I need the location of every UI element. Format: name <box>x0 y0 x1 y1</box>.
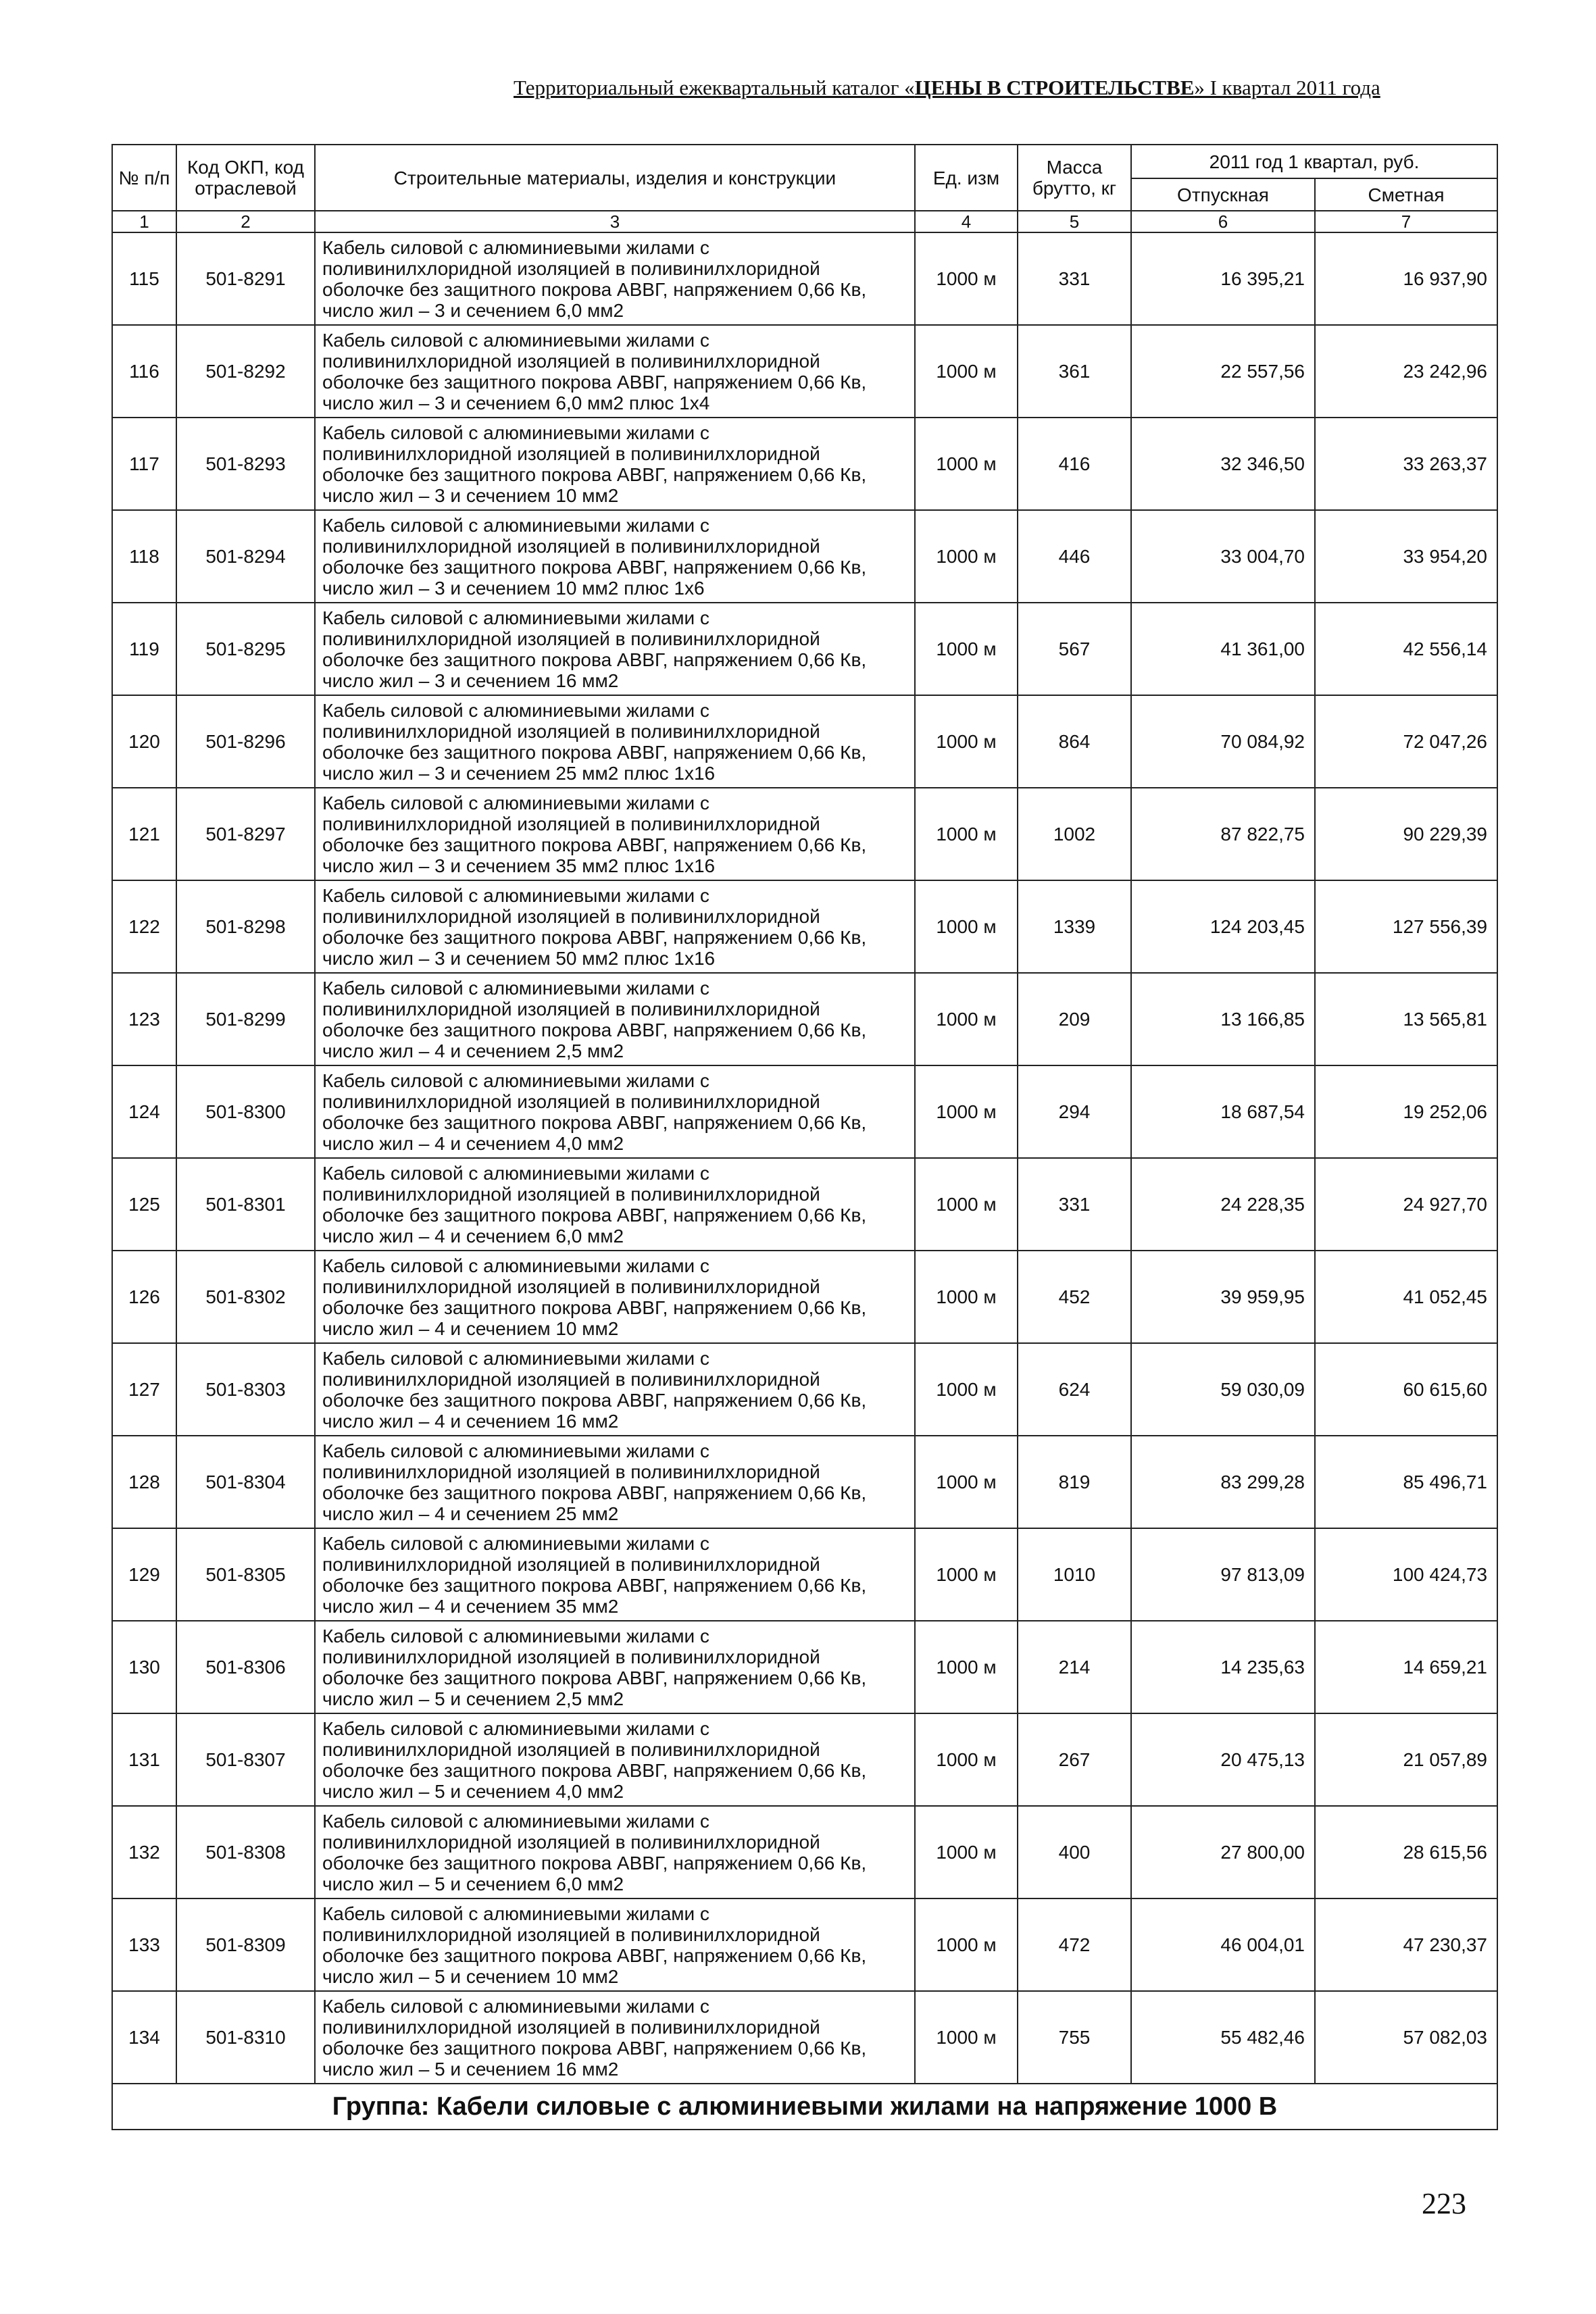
description-line: поливинилхлоридной изоляцией в поливинилхлоридной <box>322 1461 820 1482</box>
okp-code: 501-8298 <box>176 880 315 973</box>
okp-code: 501-8299 <box>176 973 315 1065</box>
estimate-price: 28 615,56 <box>1315 1806 1497 1898</box>
row-number: 128 <box>112 1436 176 1528</box>
okp-code: 501-8291 <box>176 232 315 325</box>
sale-price: 55 482,46 <box>1131 1991 1315 2084</box>
unit: 1000 м <box>915 1713 1018 1806</box>
row-number: 123 <box>112 973 176 1065</box>
sale-price: 18 687,54 <box>1131 1065 1315 1158</box>
description-line: число жил – 4 и сечением 16 мм2 <box>322 1410 619 1432</box>
description <box>315 1806 915 1898</box>
estimate-price: 24 927,70 <box>1315 1158 1497 1251</box>
group-row <box>112 2084 1497 2130</box>
estimate-price: 33 954,20 <box>1315 510 1497 603</box>
okp-code: 501-8300 <box>176 1065 315 1158</box>
mass: 567 <box>1018 603 1131 695</box>
description-line: поливинилхлоридной изоляцией в поливинилхлоридной <box>322 1831 820 1853</box>
row-number: 130 <box>112 1621 176 1713</box>
description-line: Кабель силовой с алюминиевыми жилами с <box>322 1903 709 1924</box>
description-line: оболочке без защитного покрова АВВГ, напряжением 0,66 Кв, <box>322 1111 867 1133</box>
header-row <box>112 145 1497 178</box>
description-line: число жил – 4 и сечением 10 мм2 <box>322 1317 619 1339</box>
unit: 1000 м <box>915 1806 1018 1898</box>
description-line: число жил – 4 и сечением 6,0 мм2 <box>322 1225 624 1247</box>
description-line: оболочке без защитного покрова АВВГ, напряжением 0,66 Кв, <box>322 556 867 578</box>
description-line: поливинилхлоридной изоляцией в поливинилхлоридной <box>322 535 820 557</box>
description-line: число жил – 4 и сечением 35 мм2 <box>322 1595 619 1617</box>
description-line: оболочке без защитного покрова АВВГ, напряжением 0,66 Кв, <box>322 649 867 670</box>
table-row <box>112 603 1497 695</box>
sale-price: 22 557,56 <box>1131 325 1315 418</box>
estimate-price: 23 242,96 <box>1315 325 1497 418</box>
okp-code: 501-8292 <box>176 325 315 418</box>
row-number: 120 <box>112 695 176 788</box>
description-line: число жил – 3 и сечением 6,0 мм2 <box>322 299 624 321</box>
table-row <box>112 232 1497 325</box>
table-row <box>112 788 1497 880</box>
description-line: число жил – 3 и сечением 10 мм2 плюс 1х6 <box>322 577 705 599</box>
unit: 1000 м <box>915 1436 1018 1528</box>
description <box>315 788 915 880</box>
table-row <box>112 880 1497 973</box>
unit: 1000 м <box>915 1343 1018 1436</box>
estimate-price: 16 937,90 <box>1315 232 1497 325</box>
description-line: поливинилхлоридной изоляцией в поливинилхлоридной <box>322 443 820 464</box>
sale-price: 83 299,28 <box>1131 1436 1315 1528</box>
okp-code: 501-8302 <box>176 1251 315 1343</box>
estimate-price: 85 496,71 <box>1315 1436 1497 1528</box>
unit: 1000 м <box>915 1991 1018 2084</box>
description-line: число жил – 3 и сечением 6,0 мм2 плюс 1х4 <box>322 392 710 413</box>
description <box>315 973 915 1065</box>
group-title: Группа: Кабели силовые с алюминиевыми жилами на напряжение 1000 В <box>112 2084 1497 2130</box>
col-number: 4 <box>915 211 1018 232</box>
description-line: поливинилхлоридной изоляцией в поливинилхлоридной <box>322 1276 820 1297</box>
description-line: поливинилхлоридной изоляцией в поливинилхлоридной <box>322 1738 820 1760</box>
description-line: поливинилхлоридной изоляцией в поливинилхлоридной <box>322 1646 820 1667</box>
sale-price: 16 395,21 <box>1131 232 1315 325</box>
mass: 1339 <box>1018 880 1131 973</box>
col-header-no: № п/п <box>112 145 176 211</box>
description-line: поливинилхлоридной изоляцией в поливинилхлоридной <box>322 813 820 834</box>
okp-code: 501-8296 <box>176 695 315 788</box>
unit: 1000 м <box>915 603 1018 695</box>
col-header-sale: Отпускная <box>1131 178 1315 211</box>
description-line: Кабель силовой с алюминиевыми жилами с <box>322 329 709 351</box>
mass: 294 <box>1018 1065 1131 1158</box>
description-line: Кабель силовой с алюминиевыми жилами с <box>322 422 709 443</box>
row-number: 119 <box>112 603 176 695</box>
row-number: 122 <box>112 880 176 973</box>
table-row <box>112 1343 1497 1436</box>
col-header-period: 2011 год 1 квартал, руб. <box>1131 145 1497 178</box>
unit: 1000 м <box>915 1621 1018 1713</box>
description-line: число жил – 3 и сечением 50 мм2 плюс 1х16 <box>322 947 716 969</box>
description-line: оболочке без защитного покрова АВВГ, напряжением 0,66 Кв, <box>322 1389 867 1411</box>
description-line: оболочке без защитного покрова АВВГ, напряжением 0,66 Кв, <box>322 1019 867 1040</box>
col-number: 3 <box>315 211 915 232</box>
unit: 1000 м <box>915 1528 1018 1621</box>
okp-code: 501-8293 <box>176 418 315 510</box>
table-row <box>112 325 1497 418</box>
mass: 446 <box>1018 510 1131 603</box>
description-line: поливинилхлоридной изоляцией в поливинилхлоридной <box>322 720 820 742</box>
description-line: поливинилхлоридной изоляцией в поливинилхлоридной <box>322 1368 820 1390</box>
sale-price: 24 228,35 <box>1131 1158 1315 1251</box>
description-line: число жил – 5 и сечением 4,0 мм2 <box>322 1780 624 1802</box>
unit: 1000 м <box>915 695 1018 788</box>
estimate-price: 72 047,26 <box>1315 695 1497 788</box>
price-table <box>111 144 1498 2130</box>
sale-price: 87 822,75 <box>1131 788 1315 880</box>
estimate-price: 127 556,39 <box>1315 880 1497 973</box>
okp-code: 501-8297 <box>176 788 315 880</box>
okp-code: 501-8303 <box>176 1343 315 1436</box>
row-number: 132 <box>112 1806 176 1898</box>
description-line: число жил – 3 и сечением 16 мм2 <box>322 670 619 691</box>
description <box>315 880 915 973</box>
estimate-price: 100 424,73 <box>1315 1528 1497 1621</box>
mass: 819 <box>1018 1436 1131 1528</box>
estimate-price: 41 052,45 <box>1315 1251 1497 1343</box>
table-row <box>112 973 1497 1065</box>
description-line: Кабель силовой с алюминиевыми жилами с <box>322 977 709 999</box>
description-line: поливинилхлоридной изоляцией в поливинилхлоридной <box>322 1090 820 1112</box>
page-number: 223 <box>1422 2187 1466 2220</box>
description-line: поливинилхлоридной изоляцией в поливинилхлоридной <box>322 257 820 279</box>
unit: 1000 м <box>915 510 1018 603</box>
row-number: 126 <box>112 1251 176 1343</box>
estimate-price: 57 082,03 <box>1315 1991 1497 2084</box>
description-line: Кабель силовой с алюминиевыми жилами с <box>322 514 709 536</box>
mass: 209 <box>1018 973 1131 1065</box>
table-row <box>112 1065 1497 1158</box>
column-number-row <box>112 211 1497 232</box>
row-number: 134 <box>112 1991 176 2084</box>
sale-price: 97 813,09 <box>1131 1528 1315 1621</box>
description-line: поливинилхлоридной изоляцией в поливинилхлоридной <box>322 628 820 649</box>
mass: 864 <box>1018 695 1131 788</box>
estimate-price: 33 263,37 <box>1315 418 1497 510</box>
col-number: 1 <box>112 211 176 232</box>
description-line: поливинилхлоридной изоляцией в поливинилхлоридной <box>322 1183 820 1205</box>
description <box>315 1158 915 1251</box>
description-line: Кабель силовой с алюминиевыми жилами с <box>322 1810 709 1832</box>
unit: 1000 м <box>915 973 1018 1065</box>
description-line: оболочке без защитного покрова АВВГ, напряжением 0,66 Кв, <box>322 926 867 948</box>
sale-price: 32 346,50 <box>1131 418 1315 510</box>
description-line: Кабель силовой с алюминиевыми жилами с <box>322 607 709 628</box>
col-number: 6 <box>1131 211 1315 232</box>
description-line: Кабель силовой с алюминиевыми жилами с <box>322 1532 709 1554</box>
description-line: оболочке без защитного покрова АВВГ, напряжением 0,66 Кв, <box>322 1944 867 1966</box>
mass: 755 <box>1018 1991 1131 2084</box>
description-line: число жил – 5 и сечением 2,5 мм2 <box>322 1688 624 1709</box>
mass: 472 <box>1018 1898 1131 1991</box>
row-number: 124 <box>112 1065 176 1158</box>
description-line: оболочке без защитного покрова АВВГ, напряжением 0,66 Кв, <box>322 2037 867 2059</box>
table-row <box>112 1436 1497 1528</box>
table-row <box>112 1898 1497 1991</box>
table-row <box>112 695 1497 788</box>
description-line: поливинилхлоридной изоляцией в поливинилхлоридной <box>322 998 820 1020</box>
description-line: Кабель силовой с алюминиевыми жилами с <box>322 699 709 721</box>
description-line: число жил – 4 и сечением 25 мм2 <box>322 1503 619 1524</box>
description <box>315 695 915 788</box>
description-line: поливинилхлоридной изоляцией в поливинилхлоридной <box>322 1923 820 1945</box>
table-row <box>112 1806 1497 1898</box>
description-line: оболочке без защитного покрова АВВГ, напряжением 0,66 Кв, <box>322 1852 867 1873</box>
unit: 1000 м <box>915 418 1018 510</box>
row-number: 118 <box>112 510 176 603</box>
description-line: число жил – 5 и сечением 6,0 мм2 <box>322 1873 624 1894</box>
col-header-mass: Масса брутто, кг <box>1018 145 1131 211</box>
description-line: Кабель силовой с алюминиевыми жилами с <box>322 884 709 906</box>
description-line: Кабель силовой с алюминиевыми жилами с <box>322 236 709 258</box>
table-row <box>112 1991 1497 2084</box>
estimate-price: 13 565,81 <box>1315 973 1497 1065</box>
table-row <box>112 1713 1497 1806</box>
description <box>315 325 915 418</box>
description-line: оболочке без защитного покрова АВВГ, напряжением 0,66 Кв, <box>322 1482 867 1503</box>
description-line: число жил – 5 и сечением 10 мм2 <box>322 1965 619 1987</box>
table-row <box>112 510 1497 603</box>
col-number: 5 <box>1018 211 1131 232</box>
description <box>315 1621 915 1713</box>
okp-code: 501-8305 <box>176 1528 315 1621</box>
description <box>315 1991 915 2084</box>
description-line: поливинилхлоридной изоляцией в поливинилхлоридной <box>322 2016 820 2038</box>
header-prefix: Территориальный ежеквартальный каталог « <box>514 76 915 99</box>
unit: 1000 м <box>915 232 1018 325</box>
description-line: Кабель силовой с алюминиевыми жилами с <box>322 1070 709 1091</box>
description <box>315 603 915 695</box>
sale-price: 39 959,95 <box>1131 1251 1315 1343</box>
page-header <box>514 76 1487 105</box>
sale-price: 33 004,70 <box>1131 510 1315 603</box>
estimate-price: 19 252,06 <box>1315 1065 1497 1158</box>
table-row <box>112 418 1497 510</box>
mass: 331 <box>1018 232 1131 325</box>
mass: 1002 <box>1018 788 1131 880</box>
table-row <box>112 1158 1497 1251</box>
sale-price: 124 203,45 <box>1131 880 1315 973</box>
sale-price: 41 361,00 <box>1131 603 1315 695</box>
sale-price: 14 235,63 <box>1131 1621 1315 1713</box>
header-suffix: » I квартал 2011 года <box>1194 76 1380 99</box>
description-line: Кабель силовой с алюминиевыми жилами с <box>322 1625 709 1646</box>
sale-price: 13 166,85 <box>1131 973 1315 1065</box>
estimate-price: 60 615,60 <box>1315 1343 1497 1436</box>
description-line: число жил – 5 и сечением 16 мм2 <box>322 2058 619 2080</box>
mass: 452 <box>1018 1251 1131 1343</box>
estimate-price: 21 057,89 <box>1315 1713 1497 1806</box>
sale-price: 70 084,92 <box>1131 695 1315 788</box>
unit: 1000 м <box>915 1898 1018 1991</box>
row-number: 117 <box>112 418 176 510</box>
description-line: оболочке без защитного покрова АВВГ, напряжением 0,66 Кв, <box>322 1667 867 1688</box>
mass: 214 <box>1018 1621 1131 1713</box>
description <box>315 510 915 603</box>
sale-price: 27 800,00 <box>1131 1806 1315 1898</box>
okp-code: 501-8307 <box>176 1713 315 1806</box>
description <box>315 1436 915 1528</box>
description-line: оболочке без защитного покрова АВВГ, напряжением 0,66 Кв, <box>322 1204 867 1226</box>
row-number: 127 <box>112 1343 176 1436</box>
description <box>315 418 915 510</box>
col-header-code: Код ОКП, код отраслевой <box>176 145 315 211</box>
unit: 1000 м <box>915 325 1018 418</box>
okp-code: 501-8301 <box>176 1158 315 1251</box>
description-line: число жил – 4 и сечением 4,0 мм2 <box>322 1132 624 1154</box>
sale-price: 46 004,01 <box>1131 1898 1315 1991</box>
description <box>315 1343 915 1436</box>
description-line: Кабель силовой с алюминиевыми жилами с <box>322 1717 709 1739</box>
description-line: Кабель силовой с алюминиевыми жилами с <box>322 792 709 813</box>
description-line: поливинилхлоридной изоляцией в поливинилхлоридной <box>322 350 820 372</box>
description-line: поливинилхлоридной изоляцией в поливинилхлоридной <box>322 1553 820 1575</box>
description-line: Кабель силовой с алюминиевыми жилами с <box>322 1255 709 1276</box>
description-line: оболочке без защитного покрова АВВГ, напряжением 0,66 Кв, <box>322 741 867 763</box>
unit: 1000 м <box>915 1065 1018 1158</box>
mass: 400 <box>1018 1806 1131 1898</box>
sale-price: 20 475,13 <box>1131 1713 1315 1806</box>
description-line: оболочке без защитного покрова АВВГ, напряжением 0,66 Кв, <box>322 371 867 393</box>
description-line: число жил – 3 и сечением 35 мм2 плюс 1х16 <box>322 855 716 876</box>
row-number: 115 <box>112 232 176 325</box>
description-line: оболочке без защитного покрова АВВГ, напряжением 0,66 Кв, <box>322 463 867 485</box>
description-line: оболочке без защитного покрова АВВГ, напряжением 0,66 Кв, <box>322 278 867 300</box>
mass: 624 <box>1018 1343 1131 1436</box>
row-number: 116 <box>112 325 176 418</box>
mass: 331 <box>1018 1158 1131 1251</box>
mass: 1010 <box>1018 1528 1131 1621</box>
description-line: Кабель силовой с алюминиевыми жилами с <box>322 1440 709 1461</box>
estimate-price: 90 229,39 <box>1315 788 1497 880</box>
unit: 1000 м <box>915 1251 1018 1343</box>
description-line: оболочке без защитного покрова АВВГ, напряжением 0,66 Кв, <box>322 1574 867 1596</box>
estimate-price: 47 230,37 <box>1315 1898 1497 1991</box>
sale-price: 59 030,09 <box>1131 1343 1315 1436</box>
row-number: 131 <box>112 1713 176 1806</box>
row-number: 125 <box>112 1158 176 1251</box>
description <box>315 1065 915 1158</box>
row-number: 129 <box>112 1528 176 1621</box>
unit: 1000 м <box>915 880 1018 973</box>
okp-code: 501-8304 <box>176 1436 315 1528</box>
description <box>315 1713 915 1806</box>
col-header-estimate: Сметная <box>1315 178 1497 211</box>
okp-code: 501-8294 <box>176 510 315 603</box>
description-line: Кабель силовой с алюминиевыми жилами с <box>322 1162 709 1184</box>
estimate-price: 42 556,14 <box>1315 603 1497 695</box>
catalog-name: ЦЕНЫ В СТРОИТЕЛЬСТВЕ <box>914 76 1195 99</box>
description <box>315 232 915 325</box>
description <box>315 1898 915 1991</box>
okp-code: 501-8308 <box>176 1806 315 1898</box>
description-line: число жил – 3 и сечением 10 мм2 <box>322 484 619 506</box>
description-line: Кабель силовой с алюминиевыми жилами с <box>322 1995 709 2017</box>
description-line: число жил – 3 и сечением 25 мм2 плюс 1х16 <box>322 762 716 784</box>
description-line: оболочке без защитного покрова АВВГ, напряжением 0,66 Кв, <box>322 1297 867 1318</box>
okp-code: 501-8309 <box>176 1898 315 1991</box>
description-line: оболочке без защитного покрова АВВГ, напряжением 0,66 Кв, <box>322 1759 867 1781</box>
unit: 1000 м <box>915 788 1018 880</box>
table-row <box>112 1528 1497 1621</box>
description-line: поливинилхлоридной изоляцией в поливинилхлоридной <box>322 905 820 927</box>
okp-code: 501-8306 <box>176 1621 315 1713</box>
mass: 361 <box>1018 325 1131 418</box>
description-line: оболочке без защитного покрова АВВГ, напряжением 0,66 Кв, <box>322 834 867 855</box>
mass: 267 <box>1018 1713 1131 1806</box>
table-row <box>112 1251 1497 1343</box>
estimate-price: 14 659,21 <box>1315 1621 1497 1713</box>
row-number: 121 <box>112 788 176 880</box>
row-number: 133 <box>112 1898 176 1991</box>
mass: 416 <box>1018 418 1131 510</box>
okp-code: 501-8310 <box>176 1991 315 2084</box>
unit: 1000 м <box>915 1158 1018 1251</box>
col-number: 2 <box>176 211 315 232</box>
table-row <box>112 1621 1497 1713</box>
col-header-name: Строительные материалы, изделия и конструкции <box>315 145 915 211</box>
description-line: Кабель силовой с алюминиевыми жилами с <box>322 1347 709 1369</box>
description-line: число жил – 4 и сечением 2,5 мм2 <box>322 1040 624 1061</box>
description <box>315 1251 915 1343</box>
okp-code: 501-8295 <box>176 603 315 695</box>
description <box>315 1528 915 1621</box>
col-number: 7 <box>1315 211 1497 232</box>
col-header-unit: Ед. изм <box>915 145 1018 211</box>
